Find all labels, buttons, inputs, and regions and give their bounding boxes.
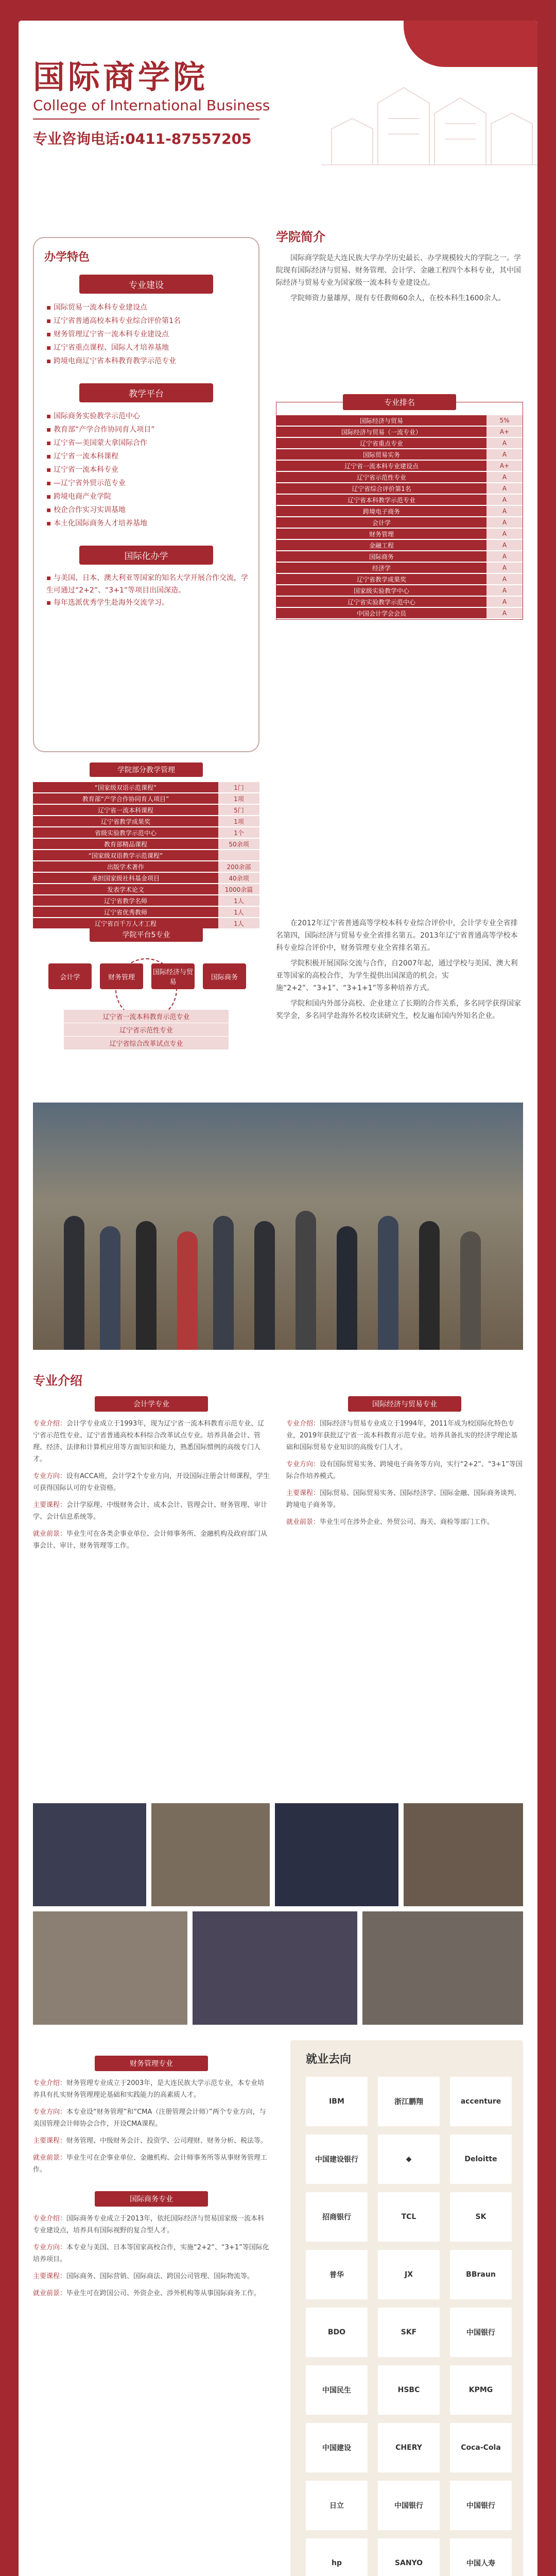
rank-name: 跨境电子商务	[276, 506, 486, 516]
rank-name: 中国会计学会会员	[276, 608, 486, 618]
rank-name: 国际贸易实务	[276, 449, 486, 460]
mgmt-value: 1人	[218, 907, 259, 917]
platform-caption: 学院平台5专业	[90, 927, 203, 942]
rank-row	[276, 574, 523, 584]
logo-grid	[290, 2072, 523, 2576]
rank-value: A	[486, 597, 523, 607]
intro-title: 学院简介	[276, 230, 325, 244]
feature-item: ▪ 跨境电商辽宁省本科教育教学示范专业	[46, 354, 248, 368]
mgmt-value: 200余部	[218, 861, 259, 872]
rank-name: 辽宁省实验教学示范中心	[276, 597, 486, 607]
feature-item: ▪ 财务管理辽宁省一流本科专业建设点	[46, 328, 248, 341]
major-paragraph: 主要课程：国际贸易、国际贸易实务、国际经济学、国际金融、国际商务谈判、跨境电子商务等。	[286, 1489, 521, 1509]
hotline: 专业咨询电话:0411-87557205	[33, 130, 252, 147]
feature-item: ▪ 跨境电商产业学院	[46, 490, 248, 503]
platform-node: 会计学	[48, 963, 92, 989]
major-paragraph: 专业方向：本专业与美国、日本等国家高校合作，实施“2+2”、“3+1”等国际化培养项目。	[33, 2244, 269, 2263]
rank-name: 国际经济与贸易	[276, 415, 486, 426]
rank-value: A	[486, 585, 523, 596]
partners-title: 就业去向	[306, 2053, 352, 2066]
mgmt-row	[33, 873, 259, 883]
major-paragraph: 专业介绍：财务管理专业成立于2003年，是大连民族大学示范专业，本专业培养具有扎实财务管理理论基础和实践能力的高素质人才。	[33, 2079, 265, 2099]
partner-logo: SKF	[378, 2308, 440, 2357]
mgmt-value: 1人	[218, 918, 259, 928]
feature-item: ▪ 辽宁省—美国蒙大拿国际合作	[46, 436, 248, 450]
mgmt-value: 1项	[218, 793, 259, 804]
note-paragraph: 学院积极开展国际交流与合作，自2007年起，通过学校与美国、澳大利亚等国家的高校合作，为学生提供出国深造的机会。实施“2+2”、“3+1”、“3+1+1”等多种培养方式。	[276, 959, 518, 992]
mgmt-row	[33, 816, 259, 826]
feature-item: ▪ 教育部“产学合作协同育人项目”	[46, 423, 248, 436]
partner-logo: CHERY	[378, 2423, 440, 2472]
feature-list-2	[44, 410, 248, 530]
content-frame	[19, 21, 537, 2576]
rank-caption: 专业排名	[343, 394, 456, 410]
partner-logo: 浙江鹏翔	[378, 2077, 440, 2126]
header	[19, 21, 537, 191]
photo-figure	[460, 1231, 481, 1350]
major-paragraph: 专业方向：设有ACCA班，会计学2个专业方向，开设国际注册会计师课程，学生可获得国际认可的专业资格。	[33, 1472, 270, 1492]
page-subtitle: College of International Business	[33, 97, 270, 114]
mgmt-row	[33, 895, 259, 906]
mgmt-row	[33, 918, 259, 928]
platform-diagram	[33, 927, 259, 1051]
partner-logo: 普华	[306, 2250, 368, 2299]
mgmt-name: 省级实验教学示范中心	[33, 827, 218, 838]
collage-photo	[151, 1803, 270, 1906]
mgmt-row	[33, 793, 259, 804]
rank-value: A	[486, 495, 523, 505]
rank-value: 5%	[486, 415, 523, 426]
rank-name: 金融工程	[276, 540, 486, 550]
mgmt-value: 1人	[218, 895, 259, 906]
rank-name: 国际商务	[276, 551, 486, 562]
feature-group-label: 教学平台	[79, 383, 213, 402]
mgmt-row	[33, 839, 259, 849]
rank-value: A	[486, 574, 523, 584]
rank-value: A	[486, 540, 523, 550]
collage-photo	[362, 1911, 523, 2025]
partner-logo: Deloitte	[450, 2134, 512, 2184]
mgmt-name: “国家级双语教学示范课程”	[33, 850, 218, 860]
photo-figure	[337, 1226, 357, 1350]
mgmt-row	[33, 884, 259, 894]
rank-value: A	[486, 551, 523, 562]
feature-list-1	[44, 301, 248, 368]
rank-row	[276, 551, 523, 562]
partner-logo: 中国银行	[378, 2481, 440, 2530]
rank-row	[276, 415, 523, 426]
features-card	[33, 237, 259, 752]
notes-block	[276, 917, 523, 1025]
collage-photo	[404, 1803, 523, 1906]
platform-node: 财务管理	[100, 963, 143, 989]
rank-row	[276, 540, 523, 550]
page-title: 国际商学院	[33, 58, 208, 96]
rank-name: 辽宁省综合评价第1名	[276, 483, 486, 494]
major-paragraph: 专业方向：本专业设“财务管理”和“CMA（注册管理会计师）”两个专业方向，与美国管理会计师协会合作，开设CMA课程。	[33, 2108, 266, 2128]
skyline-decoration	[321, 67, 537, 170]
major-paragraph: 主要课程：国际商务、国际营销、国际商法、跨国公司管理、国际物流等。	[33, 2273, 254, 2280]
mgmt-value: 1000余篇	[218, 884, 259, 894]
rank-name: 辽宁省示范性专业	[276, 472, 486, 482]
feature-item: ▪ 国际商务实验教学示范中心	[46, 410, 248, 423]
mgmt-name: 发表学术论文	[33, 884, 218, 894]
mgmt-name: “国家级双语示范课程”	[33, 782, 218, 792]
partner-logo: 中国民生	[306, 2365, 368, 2415]
rank-value: A+	[486, 461, 523, 471]
mgmt-name: 教育部“产学合作协同育人项目”	[33, 793, 218, 804]
feature-item: ▪ 每年选派优秀学生赴海外交流学习。	[46, 597, 248, 609]
rank-value: A	[486, 563, 523, 573]
rank-value: A	[486, 449, 523, 460]
mgmt-name: 教育部精品课程	[33, 839, 218, 849]
major-finance	[33, 2056, 270, 2304]
collage-photo	[193, 1911, 357, 2025]
photo-figure	[64, 1216, 84, 1350]
major-paragraph: 专业介绍：国际商务专业成立于2013年，依托国际经济与贸易国家级一流本科专业建设点，培养具有国际视野的复合型人才。	[33, 2215, 265, 2234]
collage-photo	[33, 1803, 146, 1906]
partner-logo: BBraun	[450, 2250, 512, 2299]
major-label: 国际商务专业	[95, 2191, 208, 2207]
feature-item: ▪ 辽宁省重点课程、国际人才培养基地	[46, 341, 248, 354]
feature-item: ▪ 国际贸易一流本科专业建设点	[46, 301, 248, 314]
mgmt-value: 50余项	[218, 839, 259, 849]
feature-item: ▪ 校企合作实习实训基地	[46, 503, 248, 517]
photo-figure	[136, 1221, 157, 1350]
partner-logo: TCL	[378, 2192, 440, 2242]
major-paragraph: 就业前景：毕业生可在企事业单位、金融机构、会计师事务所等从事财务管理工作。	[33, 2154, 268, 2174]
rank-row	[276, 461, 523, 471]
mgmt-row	[33, 850, 259, 860]
mgmt-name: 辽宁省教学成果奖	[33, 816, 218, 826]
major-paragraph: 专业介绍：国际经济与贸易专业成立于1994年，2011年成为校国际化特色专业，2019年获批辽宁省一流本科教育示范专业。培养具备扎实的经济学理论基础和国际贸易专业知识的高级专门人才。	[286, 1420, 518, 1451]
mgmt-value: 5门	[218, 805, 259, 815]
feature-item: ▪ 辽宁省一流本科课程	[46, 450, 248, 463]
photo-figure	[177, 1231, 198, 1350]
major-label: 国际经济与贸易专业	[348, 1396, 461, 1412]
feature-item: ▪ 本土化国际商务人才培养基地	[46, 517, 248, 530]
major-label: 财务管理专业	[95, 2056, 208, 2071]
feature-item: ▪ 辽宁省一流本科专业	[46, 463, 248, 477]
mgmt-name: 出版学术著作	[33, 861, 218, 872]
partners-panel	[290, 2040, 523, 2576]
mgmt-value: 1项	[218, 816, 259, 826]
feature-item: ▪ 辽宁省普通高校本科专业综合评价第1名	[46, 314, 248, 328]
feature-item: ▪ 与美国、日本、澳大利亚等国家的知名大学开展合作交流，学生可通过“2+2”、“3+1”等项目出国深造。	[46, 572, 248, 597]
features-title: 办学特色	[44, 251, 90, 264]
feature-item: ▪ —辽宁省外贸示范专业	[46, 477, 248, 490]
rank-name: 国际经济与贸易（一流专业）	[276, 427, 486, 437]
mgmt-row	[33, 861, 259, 872]
major-paragraph: 就业前景：毕业生可在各类企事业单位、会计师事务所、金融机构及政府部门从事会计、审计、财务管理等工作。	[33, 1530, 268, 1550]
platform-bar: 辽宁省示范性专业	[64, 1023, 229, 1036]
partner-logo: SK	[450, 2192, 512, 2242]
rank-name: 财务管理	[276, 529, 486, 539]
mgmt-value	[218, 850, 259, 860]
mgmt-row	[33, 907, 259, 917]
photo-figure	[254, 1221, 275, 1350]
photo-figure	[213, 1216, 234, 1350]
intro-block	[276, 227, 523, 308]
feature-group-label: 国际化办学	[79, 546, 213, 565]
mgmt-value: 1个	[218, 827, 259, 838]
major-trade	[286, 1396, 523, 1533]
platform-bar: 辽宁省综合改革试点专业	[64, 1037, 229, 1049]
partner-logo: accenture	[450, 2077, 512, 2126]
major-paragraph: 主要课程：会计学原理、中级财务会计、成本会计、管理会计、财务管理、审计学、会计信息系统等。	[33, 1501, 268, 1521]
partner-logo: IBM	[306, 2077, 368, 2126]
partner-logo: JX	[378, 2250, 440, 2299]
mgmt-value: 40余项	[218, 873, 259, 883]
header-divider	[33, 118, 259, 120]
rank-name: 国家级实验教学中心	[276, 585, 486, 596]
mgmt-name: 辽宁省一流本科课程	[33, 805, 218, 815]
rank-name: 辽宁省重点专业	[276, 438, 486, 448]
note-paragraph: 学院和国内外部分高校、企业建立了长期的合作关系，多名同学获得国家奖学金，多名同学赴海外名校攻读研究生，校友遍布国内外知名企业。	[276, 999, 521, 1020]
rank-value: A	[486, 438, 523, 448]
partner-logo: 中国银行	[450, 2308, 512, 2357]
major-accounting	[33, 1396, 270, 1557]
rank-value: A	[486, 483, 523, 494]
partner-logo: 中国人寿	[450, 2538, 512, 2576]
rank-row	[276, 449, 523, 460]
major-paragraph: 专业方向：设有国际贸易实务、跨境电子商务等方向，实行“2+2”、“3+1”等国际合作培养模式。	[286, 1461, 523, 1480]
rank-name: 会计学	[276, 517, 486, 528]
rank-row	[276, 608, 523, 618]
group-photo	[33, 1103, 523, 1350]
rank-value: A+	[486, 427, 523, 437]
mgmt-row	[33, 782, 259, 792]
partner-logo: Coca-Cola	[450, 2423, 512, 2472]
platform-node: 国际经济与贸易	[151, 963, 195, 989]
partner-logo: BDO	[306, 2308, 368, 2357]
rank-name: 辽宁省教学成果奖	[276, 574, 486, 584]
partner-logo: ◆	[378, 2134, 440, 2184]
mgmt-name: 辽宁省优秀教师	[33, 907, 218, 917]
note-paragraph: 在2012年辽宁省普通高等学校本科专业综合评价中，会计学专业全省排名第四，国际经济与贸易专业全省排名第五。2013年辽宁省普通高等学校本科专业综合评价中，财务管理专业全省排名第五。	[276, 919, 518, 952]
rank-row	[276, 438, 523, 448]
mgmt-table	[33, 762, 259, 929]
intro-paragraph: 国际商学院是大连民族大学办学历史最长、办学规模较大的学院之一。学院现有国际经济与贸易、财务管理、会计学、金融工程四个本科专业，其中国际经济与贸易专业为国家级一流本科专业建设点。	[276, 254, 521, 287]
partner-logo: 中国银行	[450, 2481, 512, 2530]
rank-value: A	[486, 517, 523, 528]
partner-logo: 日立	[306, 2481, 368, 2530]
rank-row	[276, 495, 523, 505]
rank-row	[276, 483, 523, 494]
major-paragraph: 就业前景：毕业生可在跨国公司、外资企业、涉外机构等从事国际商务工作。	[33, 2290, 261, 2297]
rank-row	[276, 597, 523, 607]
feature-list-3	[44, 572, 248, 609]
rank-row	[276, 529, 523, 539]
mgmt-row	[33, 805, 259, 815]
rank-row	[276, 585, 523, 596]
rank-value: A	[486, 529, 523, 539]
rank-row	[276, 517, 523, 528]
mgmt-value: 1门	[218, 782, 259, 792]
rank-row	[276, 472, 523, 482]
rank-value: A	[486, 506, 523, 516]
photo-figure	[419, 1221, 440, 1350]
section-overview	[19, 196, 537, 762]
rank-row	[276, 427, 523, 437]
partner-logo: hp	[306, 2538, 368, 2576]
mgmt-name: 辽宁省百千万人才工程	[33, 918, 218, 928]
partner-logo: 中国建设银行	[306, 2134, 368, 2184]
rank-row	[276, 506, 523, 516]
photo-collage	[33, 1803, 523, 2025]
major-paragraph: 就业前景：毕业生可在涉外企业、外贸公司、海关、商检等部门工作。	[286, 1518, 494, 1526]
rank-table	[276, 398, 523, 620]
section-management	[19, 742, 537, 1103]
mgmt-name: 承担国家级社科基金项目	[33, 873, 218, 883]
rank-value: A	[486, 608, 523, 618]
partner-logo: KPMG	[450, 2365, 512, 2415]
partner-logo: 中国建设	[306, 2423, 368, 2472]
rank-name: 辽宁省本科教学示范专业	[276, 495, 486, 505]
partner-logo: 招商银行	[306, 2192, 368, 2242]
photo-figure	[378, 1216, 398, 1350]
header-corner-decoration	[404, 21, 537, 67]
platform-node: 国际商务	[203, 963, 246, 989]
collage-photo	[275, 1803, 398, 1906]
rank-row	[276, 563, 523, 573]
mgmt-name: 辽宁省教学名师	[33, 895, 218, 906]
collage-photo	[33, 1911, 187, 2025]
intro-paragraph: 学院师资力量雄厚，现有专任教师60余人，在校本科生1600余人。	[290, 294, 506, 302]
platform-bar: 辽宁省一流本科教育示范专业	[64, 1010, 229, 1023]
rank-name: 辽宁省一流本科专业建设点	[276, 461, 486, 471]
major-paragraph: 主要课程：财务管理、中级财务会计、投资学、公司理财、财务分析、税法等。	[33, 2137, 268, 2145]
feature-group-label: 专业建设	[79, 275, 213, 294]
photo-figure	[296, 1211, 316, 1350]
partner-logo: HSBC	[378, 2365, 440, 2415]
mgmt-caption: 学院部分教学管理	[90, 762, 203, 777]
partner-logo: SANYO	[378, 2538, 440, 2576]
rank-value: A	[486, 472, 523, 482]
mgmt-row	[33, 827, 259, 838]
section-majors	[33, 1370, 523, 2568]
major-label: 会计学专业	[95, 1396, 208, 1412]
major-paragraph: 专业介绍：会计学专业成立于1993年，现为辽宁省一流本科教育示范专业、辽宁省示范性专业、辽宁省普通高校本科综合改革试点专业。培养具备会计、管理、经济、法律和计算机应用等方面知识和能力，熟悉国际惯例的高级专门人才。	[33, 1420, 265, 1463]
majors-title: 专业介绍	[33, 1374, 82, 1388]
photo-figure	[100, 1226, 120, 1350]
rank-name: 经济学	[276, 563, 486, 573]
